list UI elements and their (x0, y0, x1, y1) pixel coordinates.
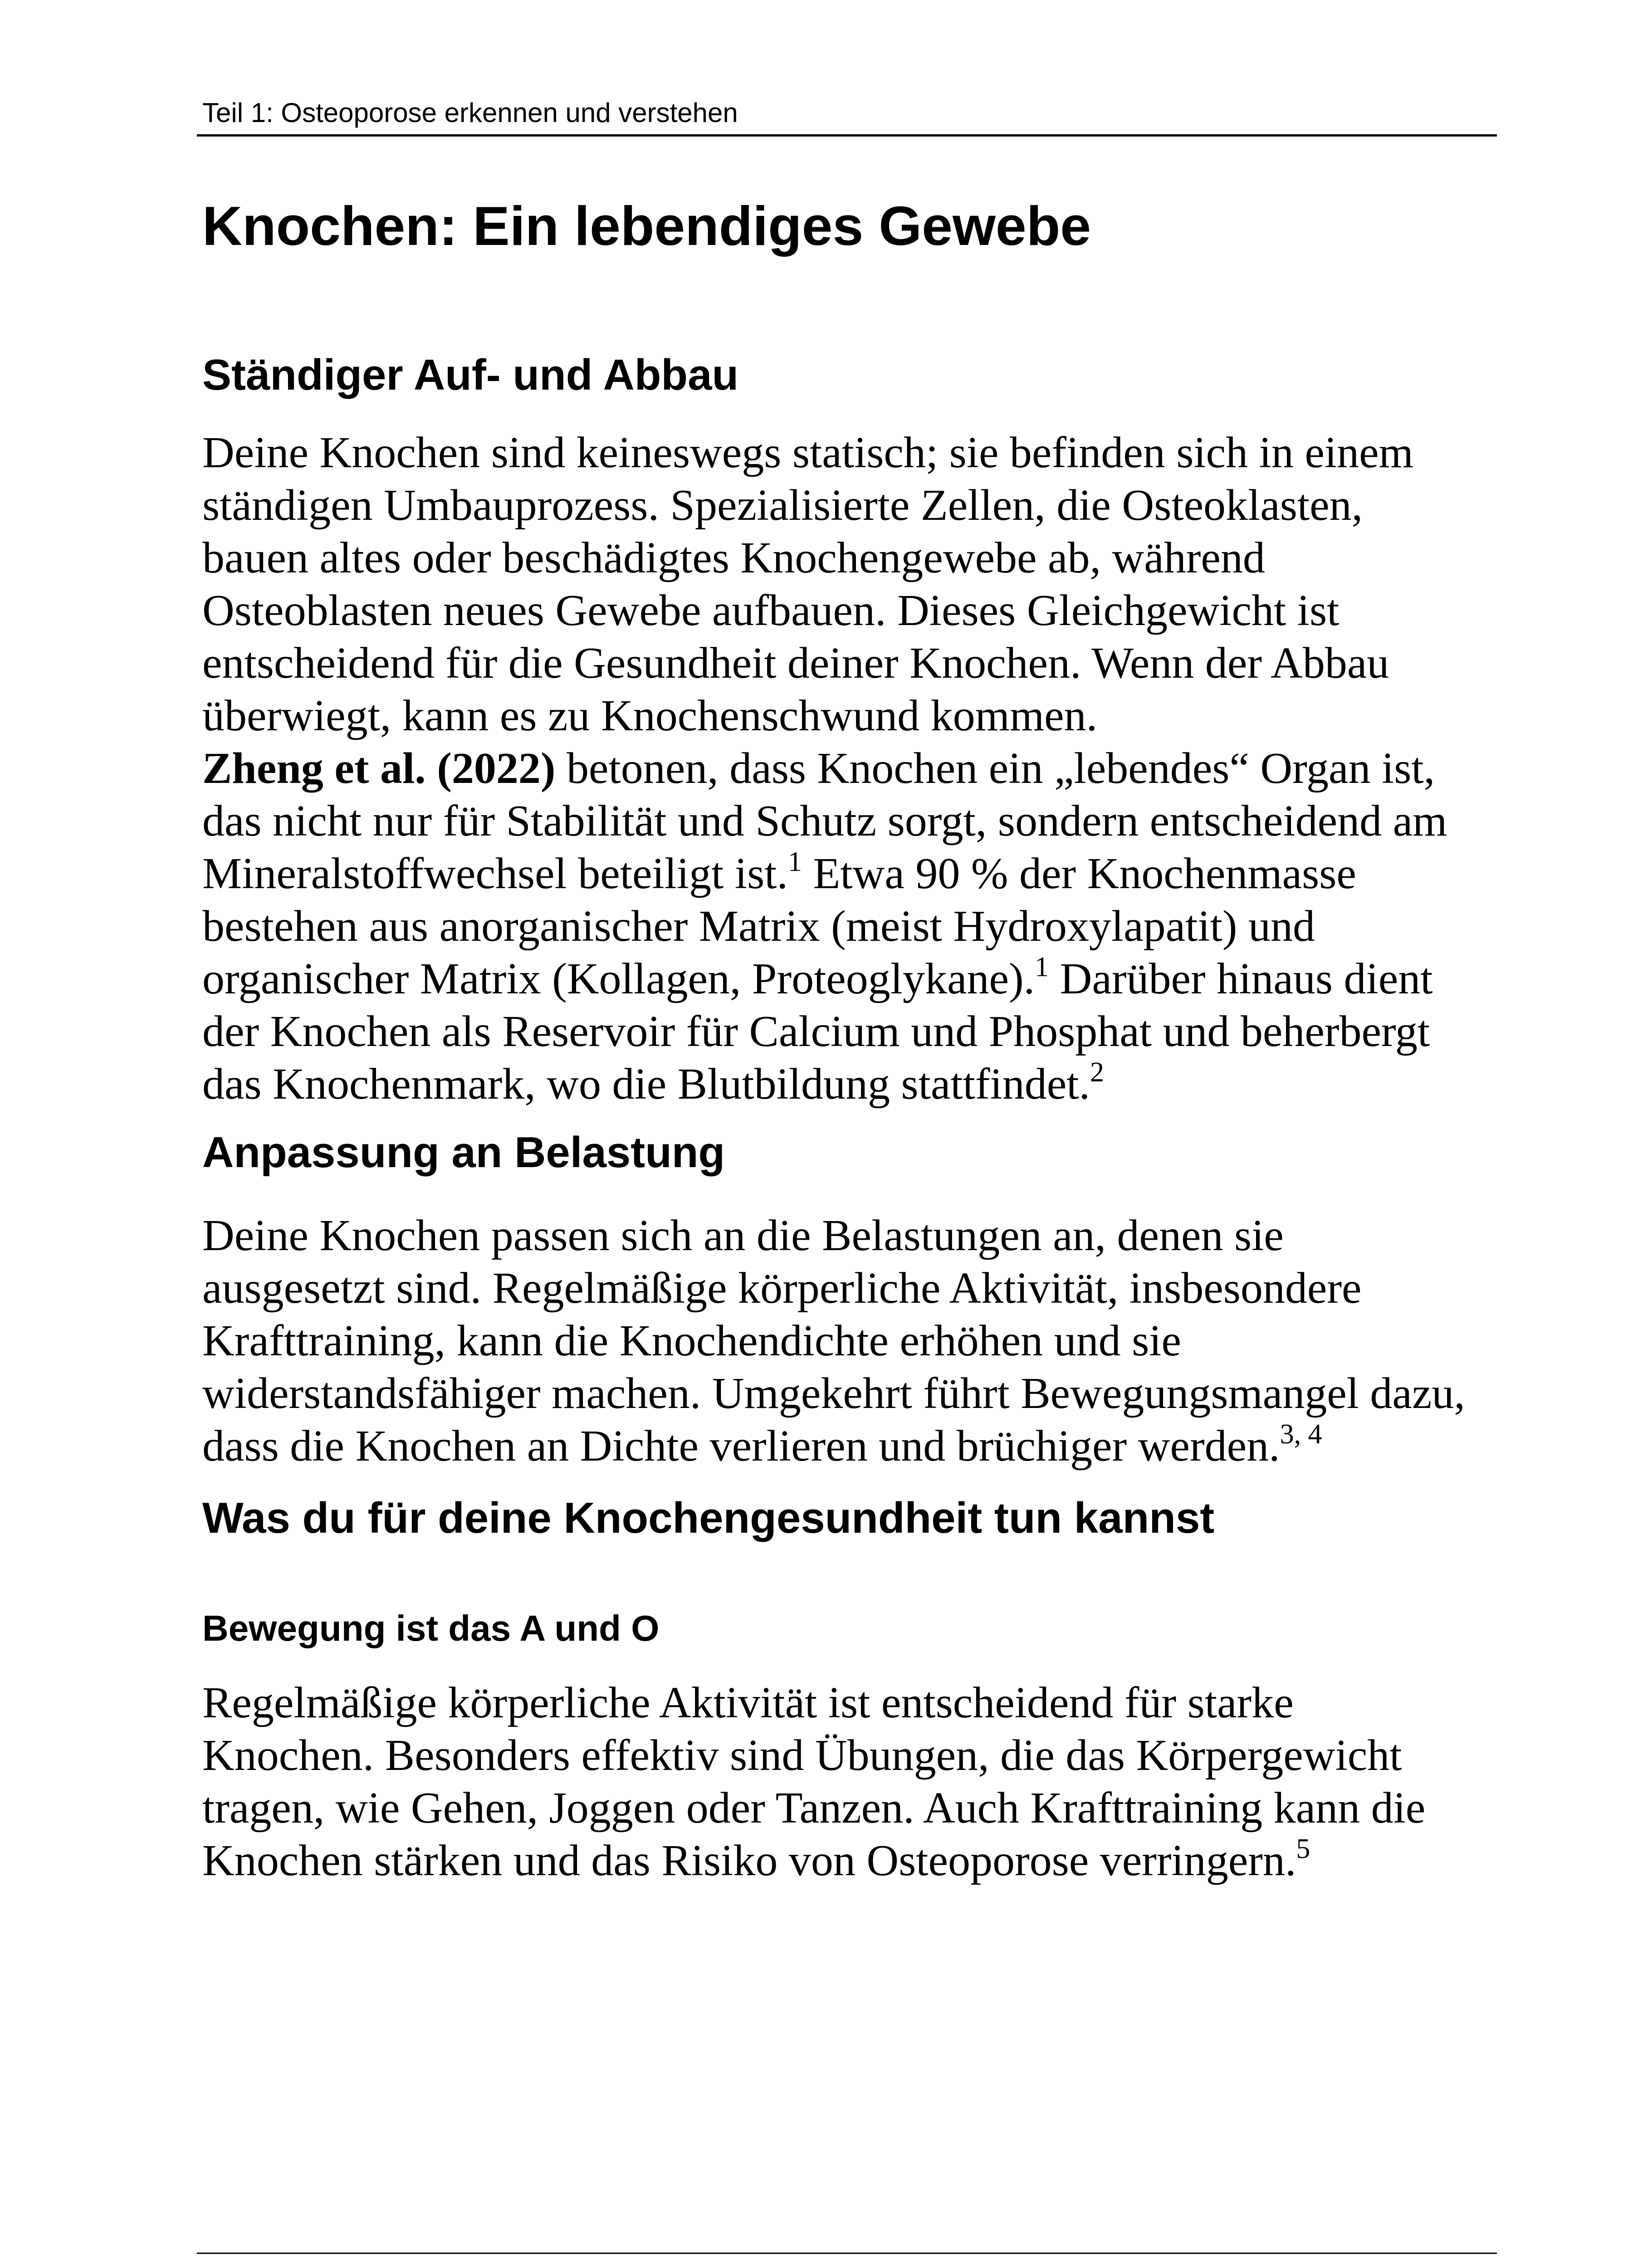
text-line: der Knochen als Reservoir für Calcium und Phosphat und beherbergt (202, 1007, 1430, 1056)
text-line: bestehen aus anorganischer Matrix (meist Hydroxylapatit) und (202, 902, 1315, 951)
text-run: organischer Matrix (Kollagen, Proteoglykane). (202, 954, 1035, 1003)
text-line: Osteoblasten neues Gewebe aufbauen. Dieses Gleichgewicht ist (202, 586, 1340, 635)
text-line: Deine Knochen sind keineswegs statisch; sie befinden sich in einem (202, 428, 1413, 477)
text-run: Darüber hinaus dient (1049, 954, 1433, 1003)
citation-zheng: Zheng et al. (2022) (202, 744, 556, 793)
text-line: ausgesetzt sind. Regelmäßige körperliche Aktivität, insbesondere (202, 1264, 1362, 1313)
paragraph-bewegung (202, 1677, 1509, 1887)
text-line: tragen, wie Gehen, Joggen oder Tanzen. Auch Krafttraining kann die (202, 1784, 1426, 1833)
text-line: Krafttraining, kann die Knochendichte erhöhen und sie (202, 1316, 1182, 1365)
text-line: Knochen. Besonders effektiv sind Übungen, die das Körpergewicht (202, 1731, 1402, 1780)
text-line (202, 742, 1509, 795)
page-title: Knochen: Ein lebendiges Gewebe (202, 195, 1091, 257)
footnote-ref: 1 (1035, 952, 1049, 982)
running-header: Teil 1: Osteoporose erkennen und verstehen (202, 98, 738, 128)
text-line: bauen altes oder beschädigtes Knochengewebe ab, während (202, 533, 1265, 582)
text-line: ständigen Umbauprozess. Spezialisierte Zellen, die Osteoklasten, (202, 481, 1363, 530)
text-line: Deine Knochen passen sich an die Belastungen an, denen sie (202, 1211, 1284, 1260)
footnote-ref: 1 (787, 846, 802, 877)
text-run: betonen, dass Knochen ein „lebendes“ Organ ist, (555, 744, 1435, 793)
text-line: Regelmäßige körperliche Aktivität ist entscheidend für starke (202, 1678, 1294, 1727)
section-heading-knochengesundheit: Was du für deine Knochengesundheit tun kannst (202, 1494, 1215, 1542)
section-heading-belastung: Anpassung an Belastung (202, 1128, 725, 1177)
subheading-bewegung: Bewegung ist das A und O (202, 1608, 660, 1648)
footnote-ref: 3, 4 (1280, 1419, 1322, 1450)
text-line (202, 953, 1509, 1005)
text-line (202, 1420, 1509, 1472)
text-line: das nicht nur für Stabilität und Schutz sorgt, sondern entscheidend am (202, 797, 1447, 846)
footer-rule (197, 2253, 1497, 2254)
text-run: Mineralstoffwechsel beteiligt ist. (202, 849, 788, 898)
footnote-ref: 5 (1296, 1833, 1310, 1864)
paragraph-zheng (202, 742, 1509, 1110)
paragraph-umbau (202, 426, 1509, 742)
text-run: Etwa 90 % der Knochenmasse (802, 849, 1356, 898)
footnote-ref: 2 (1090, 1057, 1104, 1088)
text-run: Knochen stärken und das Risiko von Osteoporose verringern. (202, 1836, 1296, 1885)
section-heading-auf-abbau: Ständiger Auf- und Abbau (202, 351, 739, 399)
text-line: überwiegt, kann es zu Knochenschwund kommen. (202, 691, 1098, 740)
text-run: das Knochenmark, wo die Blutbildung stattfindet. (202, 1060, 1090, 1109)
text-run: dass die Knochen an Dichte verlieren und brüchiger werden. (202, 1422, 1280, 1471)
text-line: entscheidend für die Gesundheit deiner Knochen. Wenn der Abbau (202, 639, 1389, 688)
header-rule (197, 134, 1497, 137)
text-line (202, 847, 1509, 900)
text-line (202, 1058, 1509, 1110)
text-line: widerstandsfähiger machen. Umgekehrt führt Bewegungsmangel dazu, (202, 1369, 1465, 1418)
text-line (202, 1834, 1509, 1887)
paragraph-belastung (202, 1209, 1509, 1472)
